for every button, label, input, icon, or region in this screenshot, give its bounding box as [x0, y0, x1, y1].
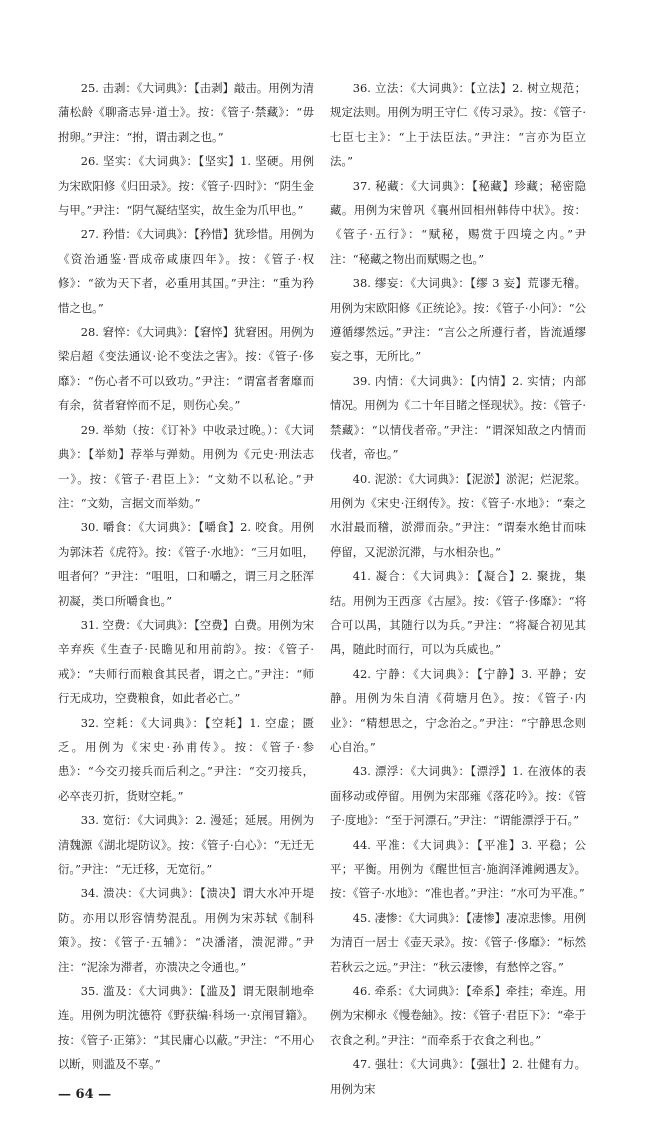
entry-26: 26. 坚实：《大词典》：【坚实】1. 坚硬。用例为宋欧阳修《归田录》。按：《管子·四时》：“阴生金与甲。”尹注：“阴气凝结坚实，故生金为爪甲也。” [58, 154, 314, 218]
entry-41: 41. 凝合：《大词典》：【凝合】2. 聚拢，集结。用例为王西彦《古屋》。按：《管子·侈靡》：“将合可以禺，其随行以为兵。”尹注：“将凝合初见其禺，随此时而行，可以为兵威也。” [330, 569, 586, 657]
entry-45: 45. 凄惨：《大词典》：【凄惨】凄凉悲惨。用例为清百一居士《壶天录》。按：《管子·侈靡》：“标然若秋云之远。”尹注：“秋云凄惨，有愁悴之容。” [330, 910, 586, 974]
entry-47: 47. 强壮：《大词典》：【强壮】2. 壮健有力。用例为宋 [330, 1057, 586, 1096]
entry-40: 40. 泥淤：《大词典》：【泥淤】淤泥；烂泥浆。用例为《宋史·汪纲传》。按：《管子·水地》：“秦之水泔最而稽，淤滞而杂。”尹注：“谓秦水绝甘而味停留，又泥淤沉滞，与水相杂也。” [330, 471, 586, 559]
entry-29: 29. 举劾（按：《订补》中收录过晚。）：《大词典》：【举劾】荐举与弹劾。用例为《元史·刑法志一》。按：《管子·君臣上》：“文劾不以私论。”尹注：“文劾，言据文而举劾。” [58, 422, 314, 510]
entry-27: 27. 矜惜：《大词典》：【矜惜】犹珍惜。用例为《资治通鉴·晋成帝咸康四年》。按：《管子·权修》：“欲为天下者，必重用其国。”尹注：“重为矜惜之也。” [58, 227, 314, 315]
page-number: — 64 — [58, 1086, 112, 1102]
entry-44: 44. 平准：《大词典》：【平准】3. 平稳；公平；平衡。用例为《醒世恒言·施润泽滩阙遇友》。按：《管子·水地》：“准也者。”尹注：“水可为平准。” [330, 837, 586, 901]
entry-38: 38. 缪妄：《大词典》：【缪 3 妄】荒谬无稽。用例为宋欧阳修《正统论》。按：《管子·小问》：“公遵循缪然远。”尹注：“言公之所遵行者，皆流遁缪妄之事，无所比。” [330, 276, 586, 364]
entry-28: 28. 窘悴：《大词典》：【窘悴】犹窘困。用例为梁启超《变法通议·论不变法之害》。按：《管子·侈靡》：“伤心者不可以致功。”尹注：“谓富者奢靡而有余，贫者窘悴而不足，则伤心矣。” [58, 325, 314, 413]
right-column [330, 76, 586, 1101]
entry-30: 30. 嚼食：《大词典》：【嚼食】2. 咬食。用例为郭沫若《虎符》。按：《管子·水地》：“三月如咀，咀者何？”尹注：“咀咀，口和嚼之，谓三月之胚浑初凝，类口所嚼食也。” [58, 520, 314, 608]
entry-39: 39. 内情：《大词典》：【内情】2. 实情；内部情况。用例为《二十年目睹之怪现状》。按：《管子·禁藏》：“以情伐者帝。”尹注：“谓深知敌之内情而伐者，帝也。” [330, 373, 586, 462]
entry-33: 33. 宽衍：《大词典》：2. 漫延；延展。用例为清魏源《湖北堤防议》。按：《管子·白心》：“无迁无衍。”尹注：“无迁移，无宽衍。” [58, 813, 314, 876]
entry-43: 43. 漂浮：《大词典》：【漂浮】1. 在液体的表面移动或停留。用例为宋邵雍《落花吟》。按：《管子·度地》：“至于河漂石。”尹注：“谓能漂浮于石。” [330, 764, 586, 828]
entry-32: 32. 空耗：《大词典》：【空耗】1. 空虚；匮乏。用例为《宋史·孙甫传》。按：《管子·参患》：“今交刃接兵而后利之。”尹注：“交刃接兵，必卒丧刃折，货财空耗。” [58, 715, 314, 803]
entry-46: 46. 牵系：《大词典》：【牵系】牵挂；牵连。用例为宋柳永《慢卷紬》。按：《管子·君臣下》：“牵于衣食之利。”尹注：“而牵系于衣食之利也。” [330, 984, 586, 1047]
entry-34: 34. 溃决：《大词典》：【溃决】谓大水冲开堤防。亦用以形容情势混乱。用例为宋苏轼《制科策》。按：《管子·五辅》：“决潘渚，溃泥滞。”尹注：“泥涂为滞者，亦溃决之令通也。” [58, 886, 314, 974]
entry-31: 31. 空费：《大词典》：【空费】白费。用例为宋辛弃疾《生查子·民瞻见和用前韵》。按：《管子·戒》：“夫师行而粮食其民者，谓之亡。”尹注：“师行无成功，空费粮食，如此者必亡。” [58, 617, 314, 706]
left-column [58, 76, 314, 1105]
entry-37: 37. 秘藏：《大词典》：【秘藏】珍藏；秘密隐藏。用例为宋曾巩《襄州回相州韩侍中状》。按：《管子·五行》：“赋秘，赐赏于四境之内。”尹注：“秘藏之物出而赋赐之也。” [330, 178, 586, 266]
entry-42: 42. 宁静：《大词典》：【宁静】3. 平静；安静。用例为朱自清《荷塘月色》。按：《管子·内业》：“精想思之，宁念治之。”尹注：“宁静思念则心自治。” [330, 666, 586, 754]
entry-35: 35. 滥及：《大词典》：【滥及】谓无限制地牵连。用例为明沈德符《野获编·科场一·京闱冒籍》。按：《管子·正第》：“其民庸心以蔽。”尹注：“不用心以断，则滥及不辜。” [58, 984, 314, 1072]
entry-25: 25. 击剥：《大词典》：【击剥】敲击。用例为清蒲松龄《聊斋志异·道士》。按：《管子·禁藏》：“毋拊卵。”尹注：“拊，谓击剥之也。” [58, 81, 314, 144]
entry-36: 36. 立法：《大词典》：【立法】2. 树立规范；规定法则。用例为明王守仁《传习录》。按：《管子·七臣七主》：“上于法臣法。”尹注：“言亦为臣立法。” [330, 81, 586, 169]
